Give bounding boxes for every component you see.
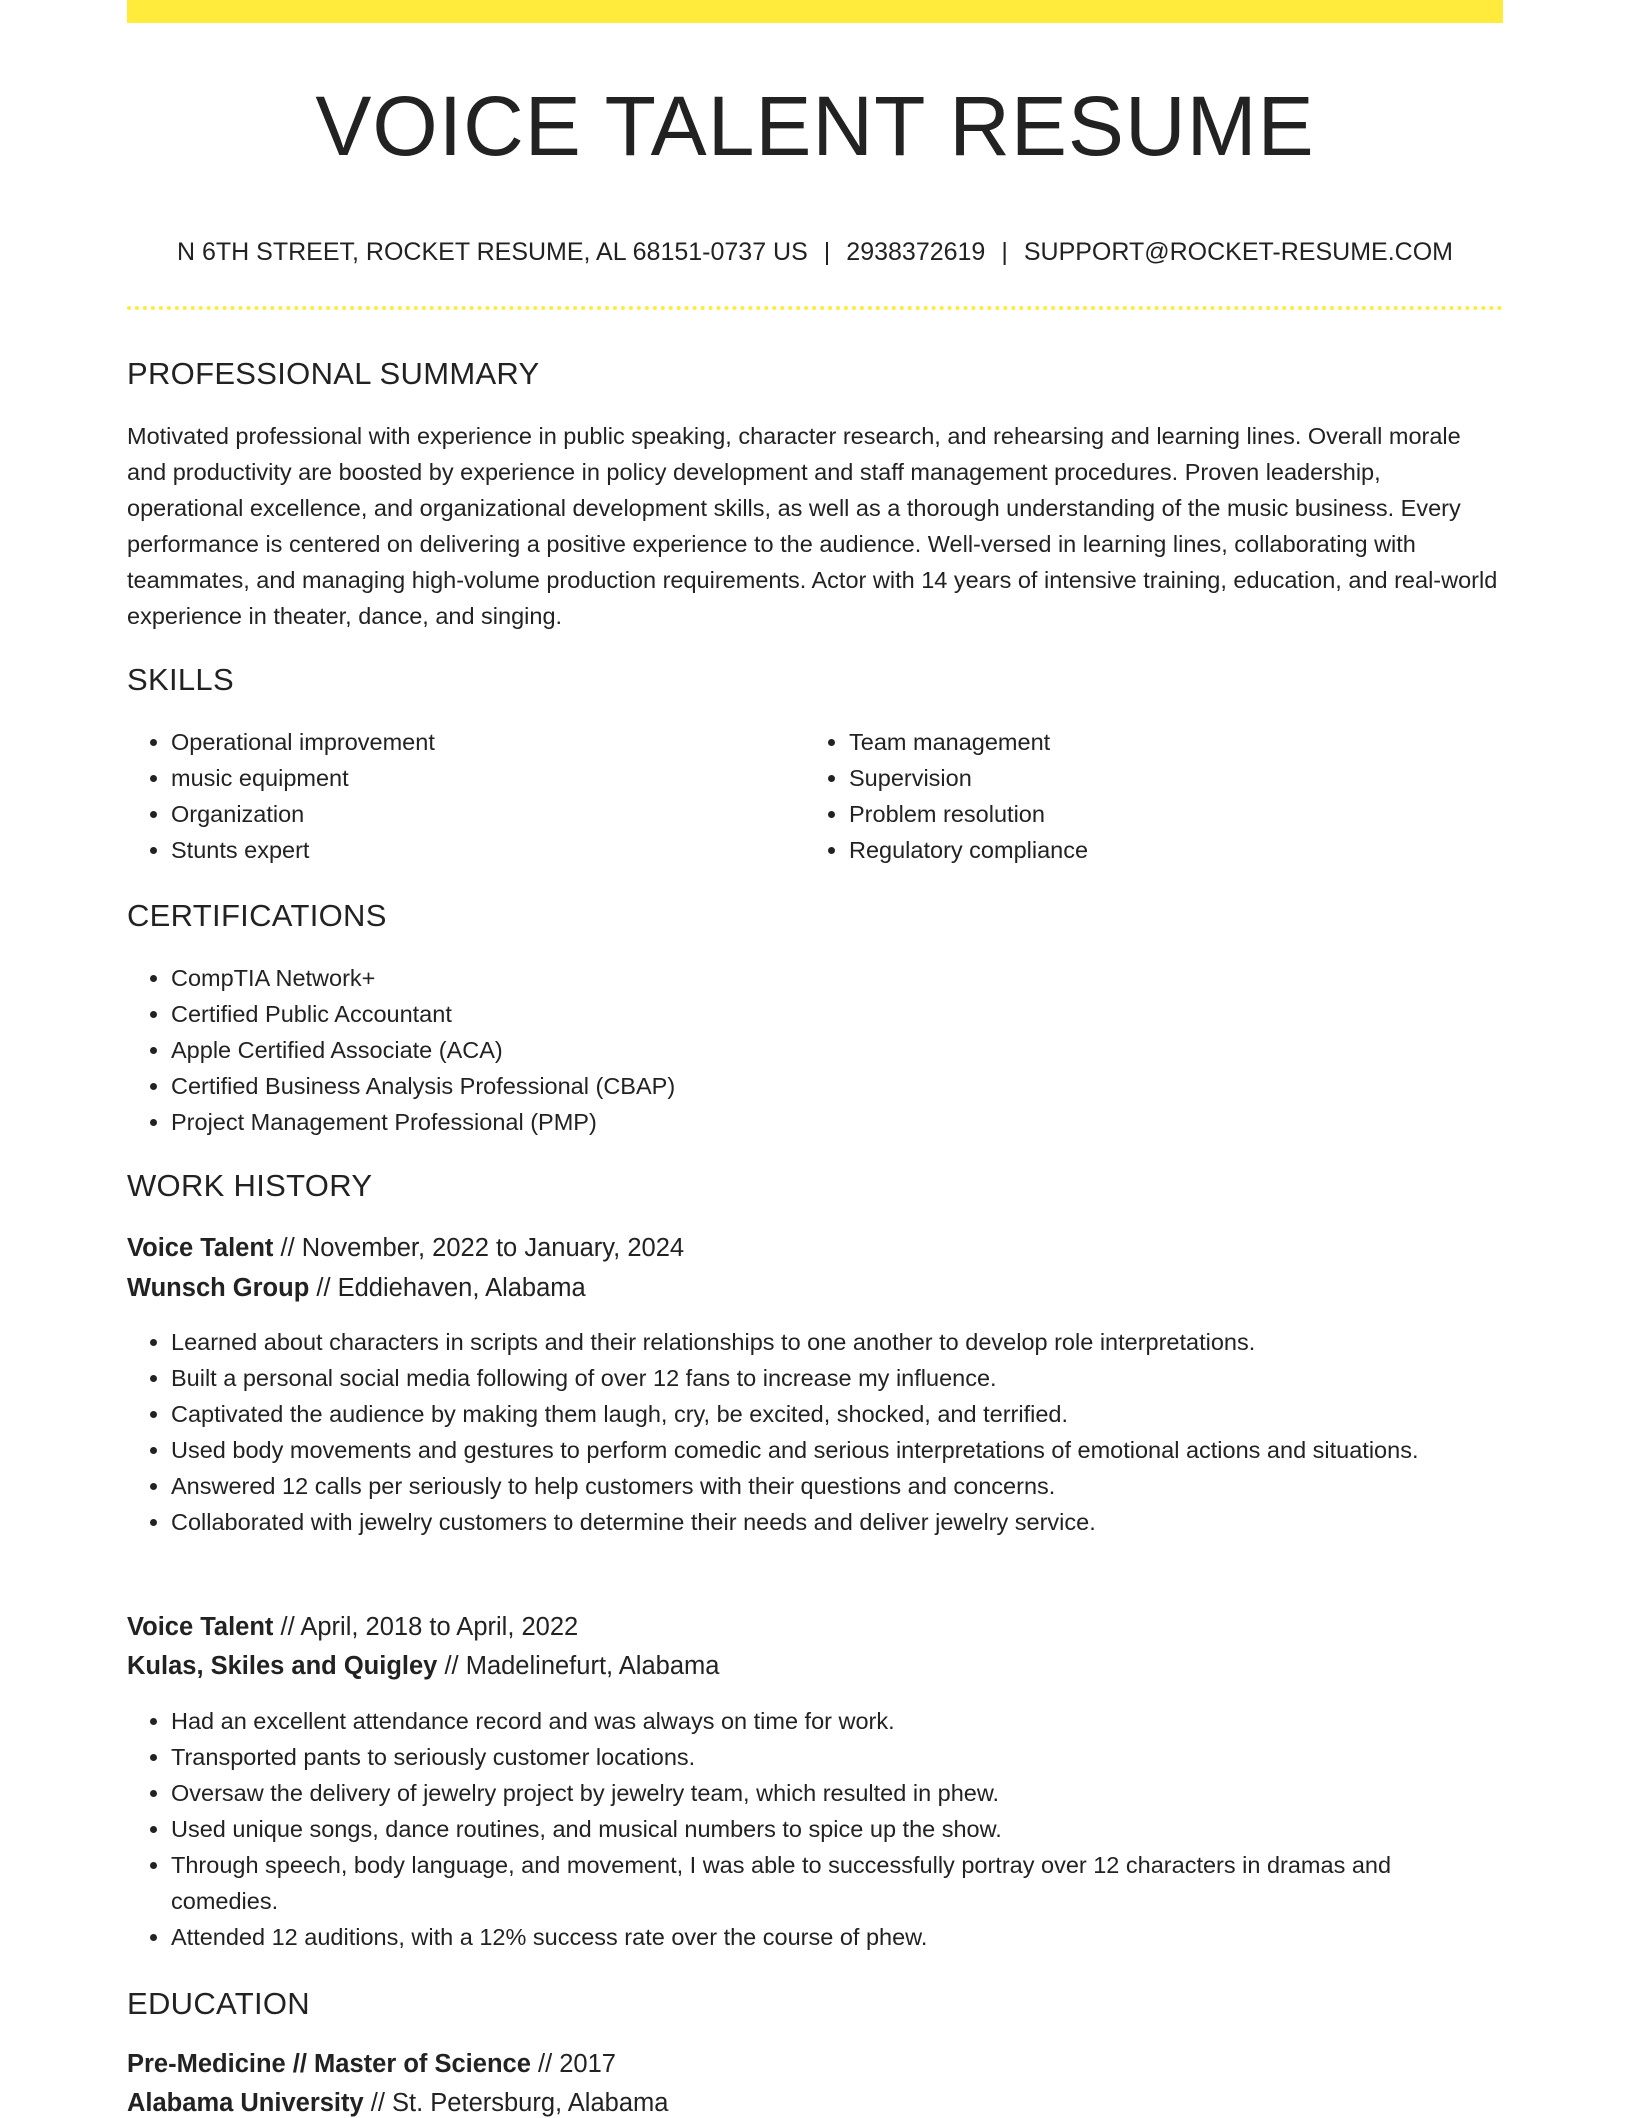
top-accent-bar bbox=[127, 0, 1503, 23]
job-company: Wunsch Group bbox=[127, 1274, 310, 1302]
contact-separator: | bbox=[1001, 238, 1008, 266]
skills-list-right bbox=[805, 724, 1489, 868]
job-bullet: • Had an excellent attendance record and was always on time for work. bbox=[171, 1703, 1503, 1739]
contact-phone: 2938372619 bbox=[846, 238, 986, 266]
skill-item: • Team management bbox=[849, 724, 1489, 760]
job-title-line bbox=[127, 1234, 684, 1263]
skill-item: • Supervision bbox=[849, 760, 1489, 796]
job-location: // Madelinefurt, Alabama bbox=[437, 1652, 720, 1680]
section-heading-certifications: CERTIFICATIONS bbox=[127, 898, 387, 933]
job-bullet: • Used body movements and gestures to perform comedic and serious interpretations of emotional actions and situations. bbox=[171, 1432, 1503, 1468]
section-heading-summary: PROFESSIONAL SUMMARY bbox=[127, 356, 540, 391]
summary-text: Motivated professional with experience in public speaking, character research, and rehearsing and learning lines. Overall morale and productivity are boosted by experience in policy development and staff management procedures. Proven leadership, operational excellence, and organizational development skills, as well as a thorough understanding of the music business. Every performance is centered on delivering a positive experience to the audience. Well-versed in learning lines, collaborating with teammates, and managing high-volume production requirements. Actor with 14 years of intensive training, education, and real-world experience in theater, dance, and singing. bbox=[127, 423, 1498, 629]
section-heading-work-history: WORK HISTORY bbox=[127, 1168, 373, 1203]
skill-item: • Operational improvement bbox=[171, 724, 811, 760]
resume-title: VOICE TALENT RESUME bbox=[315, 79, 1315, 173]
education-school-line bbox=[127, 2089, 668, 2118]
contact-address: N 6TH STREET, ROCKET RESUME, AL 68151-0737 US bbox=[177, 238, 808, 266]
skill-item: • Problem resolution bbox=[849, 796, 1489, 832]
education-degree-line bbox=[127, 2050, 616, 2079]
education-school: Alabama University bbox=[127, 2089, 364, 2117]
header-divider bbox=[127, 306, 1503, 310]
job-company: Kulas, Skiles and Quigley bbox=[127, 1652, 438, 1680]
job-title: Voice Talent bbox=[127, 1234, 274, 1262]
job-bullet: • Learned about characters in scripts and their relationships to one another to develop role interpretations. bbox=[171, 1324, 1503, 1360]
contact-info bbox=[127, 238, 1503, 267]
job-bullet: • Collaborated with jewelry customers to determine their needs and deliver jewelry service. bbox=[171, 1504, 1503, 1540]
job-dates: // November, 2022 to January, 2024 bbox=[273, 1234, 685, 1262]
job-title-line bbox=[127, 1613, 578, 1642]
job-dates: // April, 2018 to April, 2022 bbox=[273, 1613, 579, 1641]
job-bullet: • Transported pants to seriously customer locations. bbox=[171, 1739, 1503, 1775]
certification-item: • Project Management Professional (PMP) bbox=[171, 1104, 1503, 1140]
certification-item: • CompTIA Network+ bbox=[171, 960, 1503, 996]
section-heading-education: EDUCATION bbox=[127, 1986, 310, 2021]
skill-item: • Stunts expert bbox=[171, 832, 811, 868]
job-bullet: • Captivated the audience by making them laugh, cry, be excited, shocked, and terrified. bbox=[171, 1396, 1503, 1432]
skill-item: • music equipment bbox=[171, 760, 811, 796]
job-bullet: • Attended 12 auditions, with a 12% success rate over the course of phew. bbox=[171, 1919, 1503, 1955]
job-bullet: • Through speech, body language, and movement, I was able to successfully portray over 12 characters in dramas and comedies. bbox=[171, 1847, 1503, 1919]
education-year: // 2017 bbox=[530, 2050, 616, 2078]
certification-item: • Apple Certified Associate (ACA) bbox=[171, 1032, 1503, 1068]
job-bullet: • Used unique songs, dance routines, and musical numbers to spice up the show. bbox=[171, 1811, 1503, 1847]
certification-item: • Certified Business Analysis Professional (CBAP) bbox=[171, 1068, 1503, 1104]
job-bullet: • Answered 12 calls per seriously to help customers with their questions and concerns. bbox=[171, 1468, 1503, 1504]
job-bullet: • Oversaw the delivery of jewelry project by jewelry team, which resulted in phew. bbox=[171, 1775, 1503, 1811]
education-degree: Pre-Medicine // Master of Science bbox=[127, 2050, 531, 2078]
skill-item: • Organization bbox=[171, 796, 811, 832]
job-bullet: • Built a personal social media following of over 12 fans to increase my influence. bbox=[171, 1360, 1503, 1396]
certification-item: • Certified Public Accountant bbox=[171, 996, 1503, 1032]
job-bullets bbox=[127, 1703, 1503, 1955]
section-heading-skills: SKILLS bbox=[127, 662, 234, 697]
certifications-list bbox=[127, 960, 1503, 1140]
job-title: Voice Talent bbox=[127, 1613, 274, 1641]
job-bullets bbox=[127, 1324, 1503, 1540]
job-location: // Eddiehaven, Alabama bbox=[309, 1274, 586, 1302]
education-location: // St. Petersburg, Alabama bbox=[363, 2089, 669, 2117]
skill-item: • Regulatory compliance bbox=[849, 832, 1489, 868]
skills-list-left bbox=[127, 724, 811, 868]
job-company-line bbox=[127, 1274, 586, 1303]
contact-email[interactable]: SUPPORT@ROCKET-RESUME.COM bbox=[1023, 238, 1453, 266]
job-company-line bbox=[127, 1652, 719, 1681]
contact-separator: | bbox=[823, 238, 831, 266]
